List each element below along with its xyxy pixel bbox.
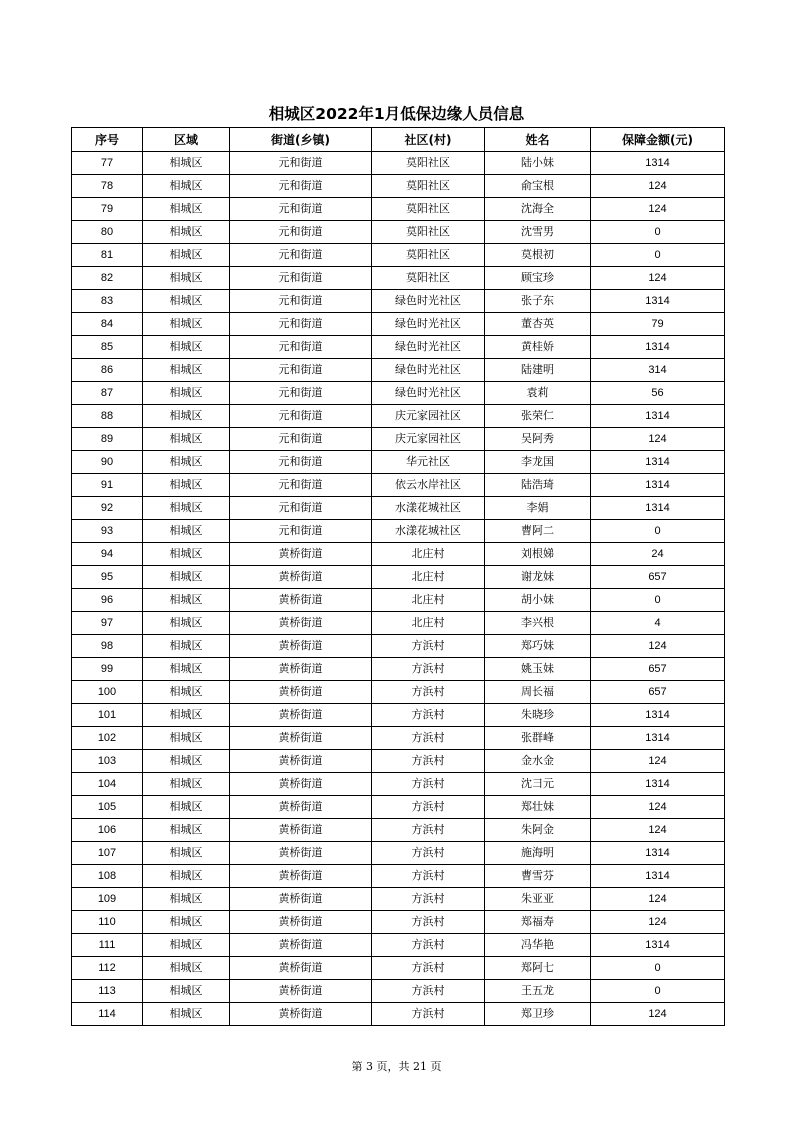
cell-community: 庆元家园社区	[372, 405, 485, 428]
cell-name: 施海明	[485, 842, 591, 865]
cell-amount: 657	[591, 681, 725, 704]
cell-index: 80	[72, 221, 143, 244]
cell-district: 相城区	[143, 589, 230, 612]
cell-district: 相城区	[143, 750, 230, 773]
cell-amount: 124	[591, 888, 725, 911]
table-row	[72, 681, 725, 704]
cell-name: 朱亚亚	[485, 888, 591, 911]
cell-index: 94	[72, 543, 143, 566]
cell-district: 相城区	[143, 497, 230, 520]
cell-street: 黄桥街道	[230, 796, 372, 819]
cell-community: 莫阳社区	[372, 221, 485, 244]
cell-amount: 56	[591, 382, 725, 405]
cell-name: 李娟	[485, 497, 591, 520]
cell-district: 相城区	[143, 290, 230, 313]
cell-name: 张群峰	[485, 727, 591, 750]
table-row	[72, 957, 725, 980]
cell-community: 莫阳社区	[372, 198, 485, 221]
header-name: 姓名	[485, 128, 591, 152]
cell-community: 华元社区	[372, 451, 485, 474]
table-row	[72, 888, 725, 911]
cell-district: 相城区	[143, 773, 230, 796]
cell-amount: 124	[591, 819, 725, 842]
data-table	[71, 127, 725, 1026]
cell-street: 黄桥街道	[230, 865, 372, 888]
cell-district: 相城区	[143, 405, 230, 428]
cell-name: 郑巧妹	[485, 635, 591, 658]
cell-index: 103	[72, 750, 143, 773]
cell-index: 84	[72, 313, 143, 336]
header-community: 社区(村)	[372, 128, 485, 152]
cell-street: 元和街道	[230, 313, 372, 336]
table-row	[72, 750, 725, 773]
table-row	[72, 704, 725, 727]
cell-name: 郑壮妹	[485, 796, 591, 819]
cell-community: 绿色时光社区	[372, 359, 485, 382]
cell-community: 方浜村	[372, 750, 485, 773]
cell-index: 89	[72, 428, 143, 451]
cell-name: 冯华艳	[485, 934, 591, 957]
cell-street: 元和街道	[230, 359, 372, 382]
cell-index: 100	[72, 681, 143, 704]
cell-index: 111	[72, 934, 143, 957]
cell-community: 方浜村	[372, 888, 485, 911]
cell-amount: 124	[591, 267, 725, 290]
table-row	[72, 290, 725, 313]
cell-street: 黄桥街道	[230, 658, 372, 681]
cell-amount: 124	[591, 198, 725, 221]
cell-street: 元和街道	[230, 428, 372, 451]
cell-community: 绿色时光社区	[372, 336, 485, 359]
cell-name: 俞宝根	[485, 175, 591, 198]
cell-community: 北庄村	[372, 543, 485, 566]
cell-amount: 4	[591, 612, 725, 635]
cell-amount: 124	[591, 750, 725, 773]
cell-index: 95	[72, 566, 143, 589]
cell-name: 朱晓珍	[485, 704, 591, 727]
cell-street: 黄桥街道	[230, 980, 372, 1003]
cell-district: 相城区	[143, 865, 230, 888]
cell-street: 黄桥街道	[230, 704, 372, 727]
cell-index: 109	[72, 888, 143, 911]
table-row	[72, 382, 725, 405]
cell-index: 99	[72, 658, 143, 681]
table-body	[72, 152, 725, 1026]
cell-community: 方浜村	[372, 1003, 485, 1026]
cell-community: 方浜村	[372, 727, 485, 750]
cell-community: 方浜村	[372, 681, 485, 704]
cell-district: 相城区	[143, 543, 230, 566]
cell-name: 张荣仁	[485, 405, 591, 428]
table-row	[72, 911, 725, 934]
cell-name: 吴阿秀	[485, 428, 591, 451]
cell-index: 97	[72, 612, 143, 635]
cell-district: 相城区	[143, 198, 230, 221]
page-title: 相城区2022年1月低保边缘人员信息	[268, 105, 525, 123]
cell-street: 黄桥街道	[230, 819, 372, 842]
cell-district: 相城区	[143, 1003, 230, 1026]
table-row	[72, 359, 725, 382]
cell-index: 78	[72, 175, 143, 198]
cell-district: 相城区	[143, 681, 230, 704]
cell-street: 黄桥街道	[230, 681, 372, 704]
cell-name: 莫根初	[485, 244, 591, 267]
table-row	[72, 497, 725, 520]
header-row	[72, 128, 725, 152]
cell-district: 相城区	[143, 382, 230, 405]
cell-community: 庆元家园社区	[372, 428, 485, 451]
cell-name: 胡小妹	[485, 589, 591, 612]
cell-name: 郑卫珍	[485, 1003, 591, 1026]
cell-community: 方浜村	[372, 934, 485, 957]
cell-community: 水漾花城社区	[372, 520, 485, 543]
cell-index: 106	[72, 819, 143, 842]
table-row	[72, 152, 725, 175]
page-footer: 第 3 页，共 21 页	[351, 1060, 442, 1073]
cell-district: 相城区	[143, 566, 230, 589]
cell-district: 相城区	[143, 980, 230, 1003]
table-row	[72, 773, 725, 796]
cell-index: 114	[72, 1003, 143, 1026]
cell-amount: 0	[591, 589, 725, 612]
cell-community: 水漾花城社区	[372, 497, 485, 520]
cell-district: 相城区	[143, 819, 230, 842]
table-row	[72, 865, 725, 888]
cell-street: 元和街道	[230, 198, 372, 221]
cell-street: 黄桥街道	[230, 750, 372, 773]
cell-street: 元和街道	[230, 175, 372, 198]
cell-name: 郑福寿	[485, 911, 591, 934]
cell-community: 北庄村	[372, 589, 485, 612]
cell-community: 依云水岸社区	[372, 474, 485, 497]
cell-name: 沈彐元	[485, 773, 591, 796]
cell-amount: 0	[591, 957, 725, 980]
cell-community: 莫阳社区	[372, 175, 485, 198]
cell-name: 金水金	[485, 750, 591, 773]
cell-district: 相城区	[143, 267, 230, 290]
cell-street: 黄桥街道	[230, 934, 372, 957]
cell-street: 黄桥街道	[230, 911, 372, 934]
cell-street: 黄桥街道	[230, 543, 372, 566]
table-row	[72, 658, 725, 681]
table-row	[72, 1003, 725, 1026]
header-street: 街道(乡镇)	[230, 128, 372, 152]
cell-street: 元和街道	[230, 382, 372, 405]
cell-amount: 1314	[591, 451, 725, 474]
cell-street: 元和街道	[230, 152, 372, 175]
table-row	[72, 635, 725, 658]
cell-community: 北庄村	[372, 612, 485, 635]
cell-district: 相城区	[143, 957, 230, 980]
cell-community: 方浜村	[372, 957, 485, 980]
cell-amount: 1314	[591, 474, 725, 497]
cell-amount: 124	[591, 796, 725, 819]
cell-index: 88	[72, 405, 143, 428]
cell-community: 方浜村	[372, 911, 485, 934]
cell-index: 93	[72, 520, 143, 543]
cell-district: 相城区	[143, 474, 230, 497]
table-row	[72, 796, 725, 819]
cell-amount: 0	[591, 520, 725, 543]
cell-community: 方浜村	[372, 865, 485, 888]
table-row	[72, 566, 725, 589]
cell-community: 方浜村	[372, 635, 485, 658]
cell-index: 113	[72, 980, 143, 1003]
cell-district: 相城区	[143, 451, 230, 474]
cell-index: 87	[72, 382, 143, 405]
cell-name: 李龙国	[485, 451, 591, 474]
table-row	[72, 934, 725, 957]
cell-street: 元和街道	[230, 221, 372, 244]
cell-amount: 1314	[591, 865, 725, 888]
table-row	[72, 819, 725, 842]
cell-district: 相城区	[143, 842, 230, 865]
cell-street: 黄桥街道	[230, 842, 372, 865]
cell-name: 曹雪芬	[485, 865, 591, 888]
cell-index: 101	[72, 704, 143, 727]
cell-index: 79	[72, 198, 143, 221]
cell-name: 陆小妹	[485, 152, 591, 175]
cell-street: 黄桥街道	[230, 888, 372, 911]
cell-name: 王五龙	[485, 980, 591, 1003]
cell-community: 莫阳社区	[372, 244, 485, 267]
cell-district: 相城区	[143, 704, 230, 727]
cell-amount: 0	[591, 244, 725, 267]
cell-amount: 79	[591, 313, 725, 336]
cell-name: 张子东	[485, 290, 591, 313]
cell-community: 方浜村	[372, 704, 485, 727]
cell-name: 陆浩琦	[485, 474, 591, 497]
cell-community: 方浜村	[372, 842, 485, 865]
table-row	[72, 520, 725, 543]
cell-name: 周长福	[485, 681, 591, 704]
cell-community: 绿色时光社区	[372, 313, 485, 336]
cell-amount: 124	[591, 1003, 725, 1026]
cell-amount: 1314	[591, 842, 725, 865]
table-row	[72, 244, 725, 267]
header-index: 序号	[72, 128, 143, 152]
cell-amount: 1314	[591, 405, 725, 428]
cell-street: 元和街道	[230, 336, 372, 359]
table-row	[72, 198, 725, 221]
table-row	[72, 175, 725, 198]
cell-district: 相城区	[143, 244, 230, 267]
cell-name: 姚玉妹	[485, 658, 591, 681]
table-row	[72, 589, 725, 612]
cell-amount: 657	[591, 658, 725, 681]
cell-index: 92	[72, 497, 143, 520]
cell-street: 黄桥街道	[230, 612, 372, 635]
cell-district: 相城区	[143, 313, 230, 336]
table-row	[72, 980, 725, 1003]
cell-name: 朱阿金	[485, 819, 591, 842]
cell-name: 李兴根	[485, 612, 591, 635]
cell-name: 郑阿七	[485, 957, 591, 980]
cell-district: 相城区	[143, 911, 230, 934]
cell-district: 相城区	[143, 221, 230, 244]
cell-index: 105	[72, 796, 143, 819]
cell-district: 相城区	[143, 727, 230, 750]
cell-street: 黄桥街道	[230, 773, 372, 796]
table-row	[72, 612, 725, 635]
cell-index: 81	[72, 244, 143, 267]
cell-amount: 1314	[591, 704, 725, 727]
cell-amount: 124	[591, 911, 725, 934]
cell-amount: 1314	[591, 152, 725, 175]
cell-amount: 314	[591, 359, 725, 382]
cell-index: 96	[72, 589, 143, 612]
cell-amount: 124	[591, 428, 725, 451]
cell-community: 方浜村	[372, 819, 485, 842]
table-row	[72, 221, 725, 244]
cell-district: 相城区	[143, 152, 230, 175]
cell-name: 沈海全	[485, 198, 591, 221]
cell-district: 相城区	[143, 612, 230, 635]
cell-street: 黄桥街道	[230, 1003, 372, 1026]
cell-community: 莫阳社区	[372, 267, 485, 290]
cell-amount: 0	[591, 980, 725, 1003]
cell-amount: 1314	[591, 290, 725, 313]
header-amount: 保障金额(元)	[591, 128, 725, 152]
cell-street: 黄桥街道	[230, 589, 372, 612]
cell-amount: 0	[591, 221, 725, 244]
table-row	[72, 313, 725, 336]
cell-district: 相城区	[143, 428, 230, 451]
cell-community: 绿色时光社区	[372, 382, 485, 405]
cell-street: 元和街道	[230, 520, 372, 543]
cell-index: 83	[72, 290, 143, 313]
cell-street: 黄桥街道	[230, 635, 372, 658]
cell-street: 黄桥街道	[230, 957, 372, 980]
cell-street: 黄桥街道	[230, 727, 372, 750]
cell-community: 北庄村	[372, 566, 485, 589]
cell-amount: 1314	[591, 934, 725, 957]
cell-amount: 124	[591, 635, 725, 658]
cell-street: 元和街道	[230, 267, 372, 290]
cell-street: 元和街道	[230, 405, 372, 428]
cell-amount: 1314	[591, 336, 725, 359]
cell-district: 相城区	[143, 658, 230, 681]
table-row	[72, 474, 725, 497]
header-district: 区域	[143, 128, 230, 152]
cell-community: 莫阳社区	[372, 152, 485, 175]
cell-street: 元和街道	[230, 290, 372, 313]
cell-name: 刘根娣	[485, 543, 591, 566]
cell-index: 102	[72, 727, 143, 750]
table-row	[72, 543, 725, 566]
cell-street: 黄桥街道	[230, 566, 372, 589]
cell-index: 90	[72, 451, 143, 474]
cell-community: 方浜村	[372, 796, 485, 819]
cell-index: 98	[72, 635, 143, 658]
cell-district: 相城区	[143, 175, 230, 198]
table-row	[72, 405, 725, 428]
cell-district: 相城区	[143, 520, 230, 543]
cell-community: 方浜村	[372, 773, 485, 796]
cell-name: 黄桂娇	[485, 336, 591, 359]
cell-amount: 124	[591, 175, 725, 198]
table-row	[72, 842, 725, 865]
cell-district: 相城区	[143, 888, 230, 911]
cell-name: 沈雪男	[485, 221, 591, 244]
cell-amount: 1314	[591, 727, 725, 750]
cell-name: 袁莉	[485, 382, 591, 405]
cell-street: 元和街道	[230, 474, 372, 497]
cell-index: 85	[72, 336, 143, 359]
cell-community: 绿色时光社区	[372, 290, 485, 313]
cell-district: 相城区	[143, 796, 230, 819]
cell-name: 谢龙妹	[485, 566, 591, 589]
table-row	[72, 727, 725, 750]
table-row	[72, 336, 725, 359]
cell-street: 元和街道	[230, 244, 372, 267]
cell-district: 相城区	[143, 934, 230, 957]
cell-index: 82	[72, 267, 143, 290]
cell-index: 91	[72, 474, 143, 497]
cell-index: 104	[72, 773, 143, 796]
cell-index: 107	[72, 842, 143, 865]
cell-index: 86	[72, 359, 143, 382]
cell-name: 陆建明	[485, 359, 591, 382]
cell-name: 曹阿二	[485, 520, 591, 543]
table-row	[72, 267, 725, 290]
table-row	[72, 451, 725, 474]
cell-index: 77	[72, 152, 143, 175]
cell-street: 元和街道	[230, 497, 372, 520]
cell-amount: 1314	[591, 497, 725, 520]
cell-district: 相城区	[143, 336, 230, 359]
cell-street: 元和街道	[230, 451, 372, 474]
cell-community: 方浜村	[372, 980, 485, 1003]
cell-district: 相城区	[143, 635, 230, 658]
cell-community: 方浜村	[372, 658, 485, 681]
cell-index: 112	[72, 957, 143, 980]
cell-amount: 657	[591, 566, 725, 589]
cell-amount: 24	[591, 543, 725, 566]
cell-district: 相城区	[143, 359, 230, 382]
table-row	[72, 428, 725, 451]
cell-amount: 1314	[591, 773, 725, 796]
cell-name: 董杏英	[485, 313, 591, 336]
cell-name: 顾宝珍	[485, 267, 591, 290]
cell-index: 110	[72, 911, 143, 934]
cell-index: 108	[72, 865, 143, 888]
